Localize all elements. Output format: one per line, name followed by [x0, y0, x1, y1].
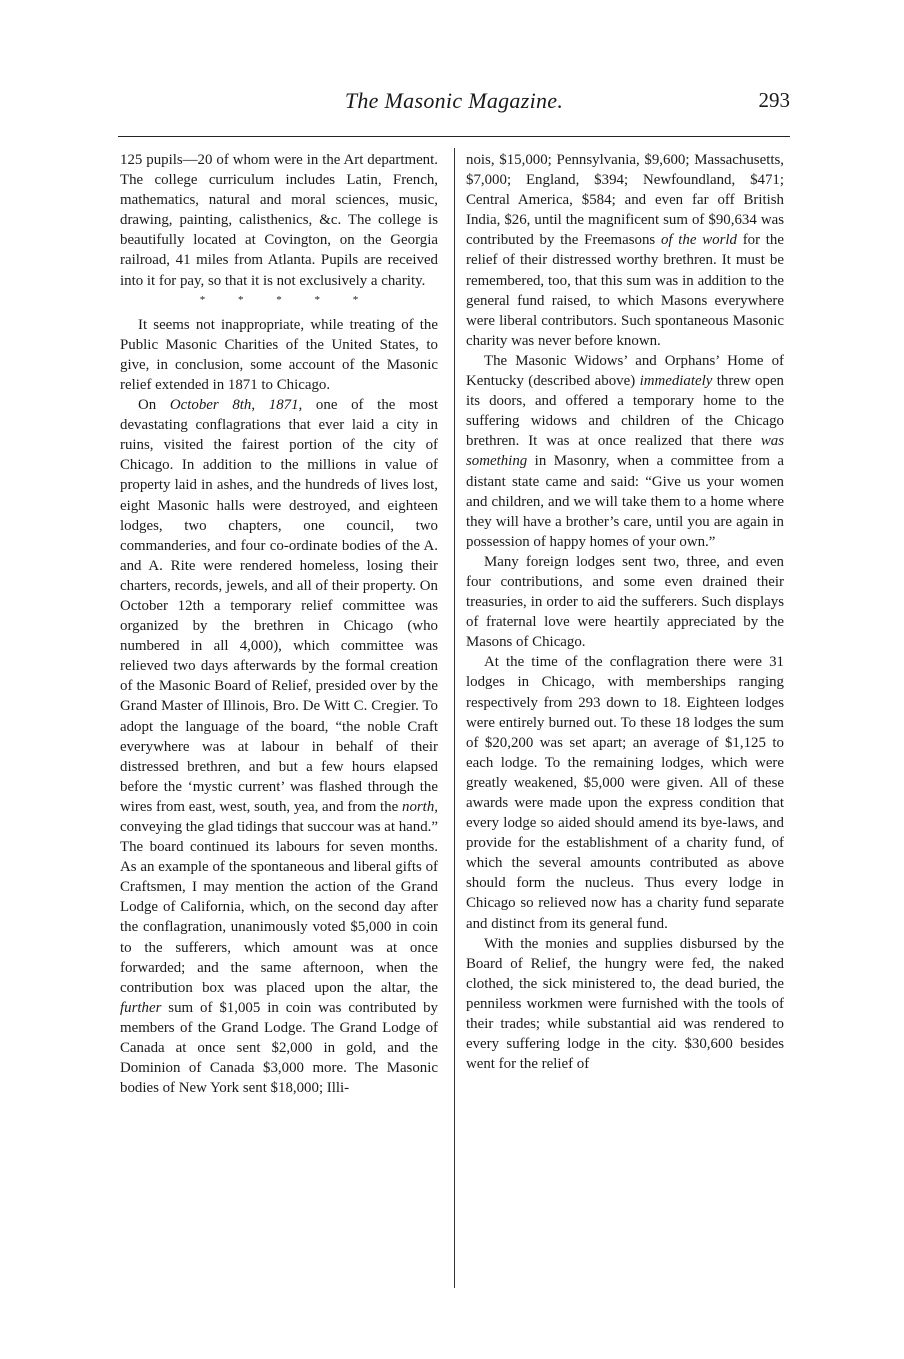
section-break-stars: * * * * * [199, 293, 359, 306]
right-column [466, 150, 784, 1295]
paragraph: It seems not inappropriate, while treating of the Public Masonic Charities of the United States, to give, in conclusion, some account of the Masonic relief extended in 1871 to Chicago. [120, 316, 438, 393]
running-title: The Masonic Magazine. [344, 88, 564, 113]
paragraph: 125 pupils—20 of whom were in the Art department. The college curriculum includes Latin, French, mathematics, natural and moral sciences, music, drawing, painting, calisthenics, &c. The college is beautifully located at Covington, on the Georgia railroad, 41 miles from Atlanta. Pupils are received into it for pay, so that it is not exclusively a charity. [120, 152, 438, 289]
italic-phrase: was something [466, 433, 784, 470]
paragraph: The Masonic Widows’ and Orphans’ Home of Kentucky (described above) immediately threw open its doors, and offered a temporary home to the suffering widows and children of the Chicago brethren. It was at once realized that there was something in Masonry, when a committee from a distant state came and said: “Give us your women and children, and we will take them to a home where they will have a brother’s care, until you are again in possession of happy homes of your own.” [466, 352, 784, 550]
italic-date: October 8th, 1871, [169, 397, 303, 414]
italic-phrase: of the world [660, 232, 737, 249]
page-number: 293 [758, 88, 790, 112]
italic-word: immediately [639, 373, 713, 390]
left-column [120, 150, 438, 1295]
header-rule [118, 136, 790, 137]
paragraph: On October 8th, 1871, one of the most devastating conflagrations that ever laid a city in ruins, visited the fairest portion of the city of Chicago. In addition to the millions in value of property laid in ashes, and the hundreds of lives lost, eight Masonic halls were destroyed, and eighteen lodges, two chapters, one council, two commanderies, and four co-ordinate bodies of the A. and A. Rite were rendered homeless, losing their charters, records, jewels, and all of their property. On October 12th a temporary relief committee was organized by the brethren in Chicago (who numbered in all 4,000), which committee was relieved two days afterwards by the formal creation of the Masonic Board of Relief, presided over by the Grand Master of Illinois, Bro. De Witt C. Cregier. To adopt the language of the board, “the noble Craft everywhere was at labour in behalf of their distressed brethren, and but a few hours elapsed before the ‘mystic current’ was flashed through the wires from east, west, south, yea, and from the north, conveying the glad tidings that succour was at hand.” The board continued its labours for seven months. As an example of the spontaneous and liberal gifts of Craftsmen, I may mention the action of the Grand Lodge of California, which, on the second day after the conflagration, unanimously voted $5,000 in coin to the sufferers, which amount was at once forwarded; and the same afternoon, when the contribution box was placed upon the altar, the further sum of $1,005 in coin was contributed by members of the Grand Lodge. The Grand Lodge of Canada at once sent $2,000 in gold, and the Dominion of Canada $3,000 more. The Masonic bodies of New York sent $18,000; Illi- [120, 397, 438, 1097]
column-divider [454, 148, 455, 1288]
italic-word: north, [402, 798, 438, 815]
paragraph: With the monies and supplies disbursed by the Board of Relief, the hungry were fed, the naked clothed, the sick ministered to, the dead buried, the penniless workmen were furnished with the tools of their trades; while substantial aid was rendered to every suffering lodge in the city. $30,600 besides went for the relief of [466, 935, 784, 1073]
italic-word: further [120, 999, 162, 1016]
page-header [118, 88, 790, 128]
paragraph: nois, $15,000; Pennsylvania, $9,600; Massachusetts, $7,000; England, $394; Newfoundland, $471; Central America, $584; and even far off British India, $26, until the magnificent sum of $90,634 was contributed by the Freemasons of the world for the relief of their distressed worthy brethren. It must be remembered, too, that this sum was in addition to the general fund raised, to which Masons everywhere were liberal contributors. Such spontaneous Masonic charity was never before known. [466, 152, 784, 349]
paragraph: Many foreign lodges sent two, three, and even four contributions, and some even drained their treasuries, in order to aid the sufferers. Such displays of fraternal love were heartily appreciated by the Masons of Chicago. [466, 553, 784, 651]
paragraph: At the time of the conflagration there were 31 lodges in Chicago, with memberships ranging respectively from 293 down to 18. Eighteen lodges were entirely burned out. To these 18 lodges the sum of $20,200 was set apart; an average of $1,125 to each lodge. To the remaining lodges, which were greatly weakened, $5,000 were given. All of these awards were made upon the express condition that every lodge so aided should amend its bye-laws, and provide for the establishment of a charity fund, of which the several amounts contributed as above should form the nucleus. Thus every lodge in Chicago so relieved now has a charity fund separate and distinct from its general fund. [466, 654, 784, 932]
